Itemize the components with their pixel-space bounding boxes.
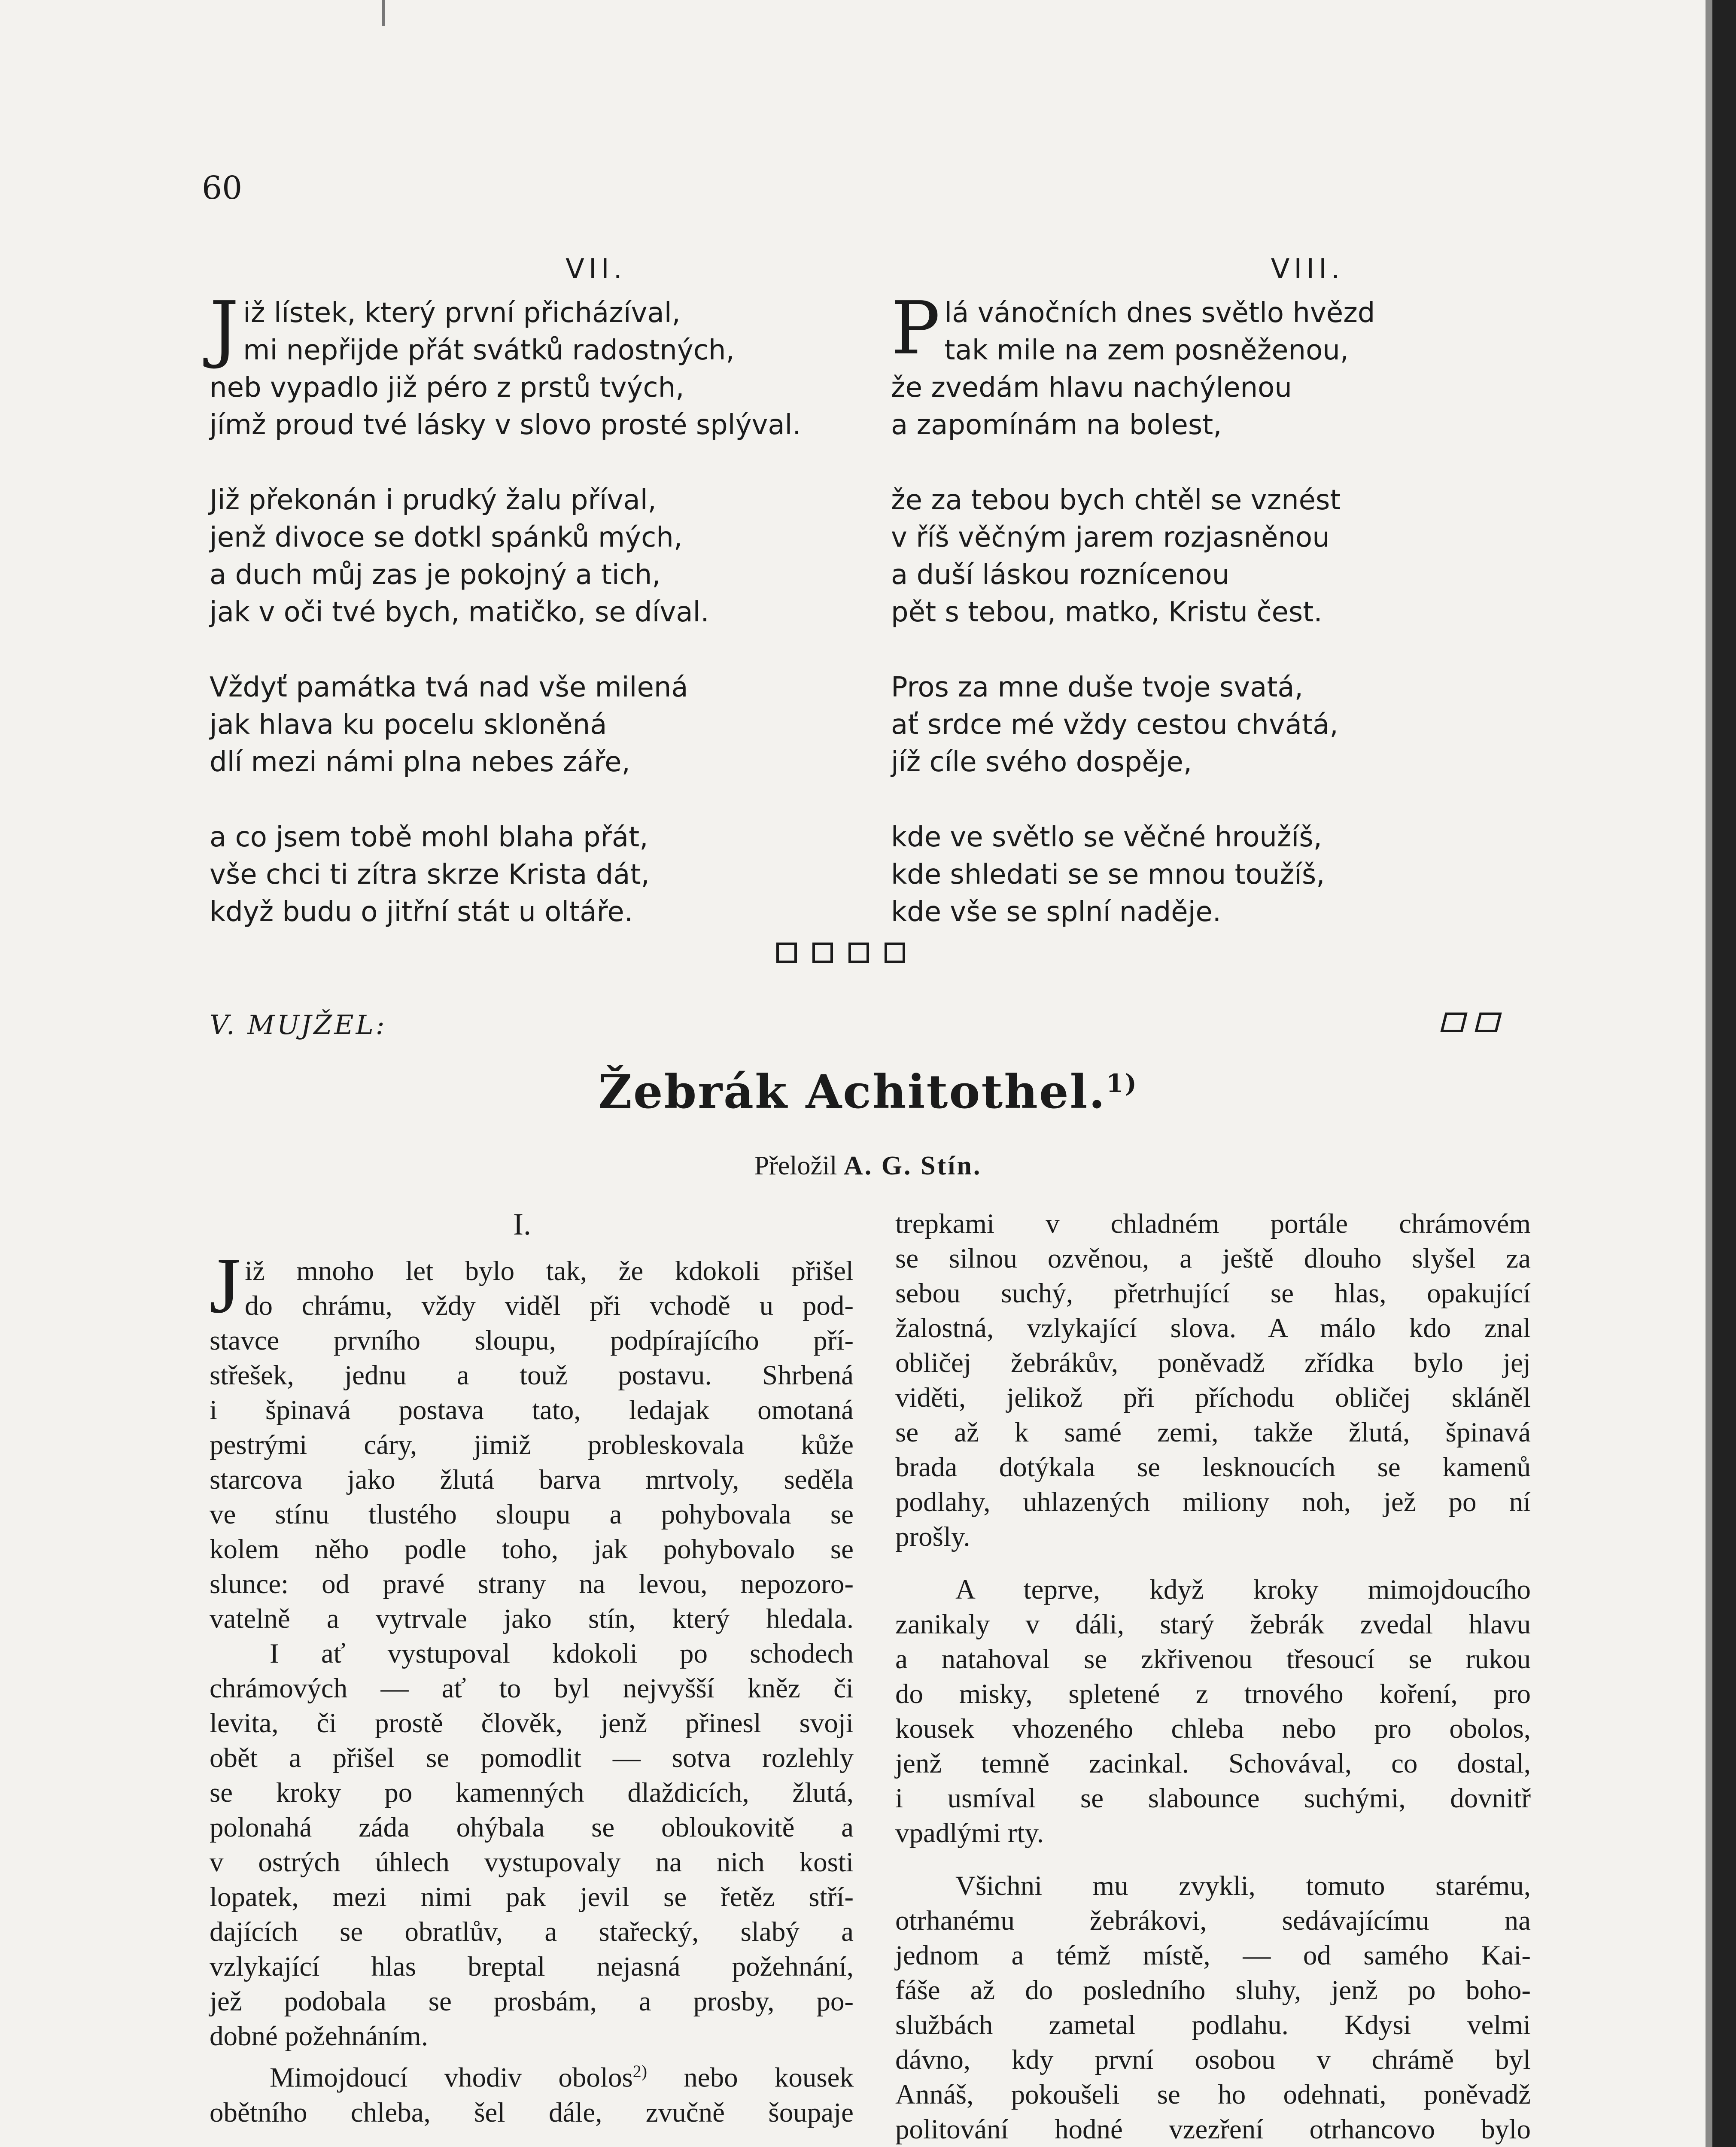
poem-line: že za tebou bych chtěl se vznést — [891, 484, 1341, 516]
prose-line: fáše až do posledního sluhy, jenž po boho- — [895, 1975, 1531, 2006]
prose-line: obličej žebrákův, poněvadž zřídka bylo jej — [895, 1347, 1531, 1378]
poem-viii-initial: P — [891, 286, 940, 371]
ornament-square — [776, 943, 797, 963]
poem-line: když budu o jitřní stát u oltáře. — [210, 896, 633, 928]
paragraph-gap — [895, 1851, 1531, 1869]
poem-line: mi nepřijde přát svátků radostných, — [243, 335, 735, 366]
prose-line: ve stínu tlustého sloupu a pohybovala se — [210, 1499, 854, 1530]
prose-line: podlahy, uhlazených miliony noh, jež po ní — [895, 1487, 1531, 1517]
poem-line: kde vše se splní naděje. — [891, 896, 1222, 928]
poem-line: neb vypadlo již péro z prstů tvých, — [210, 372, 684, 404]
prose-line: I ať vystupoval kdokoli po schodech — [270, 1638, 854, 1669]
prose-line: do chrámu, vždy viděl při vchodě u pod- — [245, 1290, 854, 1321]
prose-line: brada dotýkala se lesknoucích se kamenů — [895, 1452, 1531, 1483]
prose-line: se silnou ozvěnou, a ještě dlouho slyšel za — [895, 1243, 1531, 1274]
prose-line: prošly. — [895, 1521, 970, 1552]
poem-line: Již překonán i prudký žalu příval, — [210, 484, 657, 516]
prose-line: obětního chleba, šel dále, zvučně šoupaje — [210, 2097, 854, 2128]
prose-line: kolem něho podle toho, jak pohybovalo se — [210, 1534, 854, 1565]
prose-line: viděti, jelikož při příchodu obličej skláněl — [895, 1382, 1531, 1413]
prose-line: službách zametal podlahu. Kdysi velmi — [895, 2010, 1531, 2041]
poem-line: a duší láskou roznícenou — [891, 559, 1230, 591]
poem-line: a duch můj zas je pokojný a tich, — [210, 559, 661, 591]
prose-line: lopatek, mezi nimi pak jevil se řetěz stří- — [210, 1882, 854, 1913]
prose-line: zanikaly v dáli, starý žebrák zvedal hlavu — [895, 1609, 1531, 1640]
poem-viii-stanza-1 — [891, 286, 1561, 444]
scan-mark — [382, 0, 385, 26]
poem-line: a zapomínám na bolest, — [891, 409, 1222, 441]
section-separator — [776, 943, 905, 963]
prose-line: jednom a témž místě, — od samého Kai- — [895, 1940, 1531, 1971]
story-title-text: Žebrák Achitothel. — [598, 1065, 1107, 1119]
prose-column-right — [895, 1207, 1531, 2147]
prose-line: a natahoval se zkřivenou třesoucí se rukou — [895, 1644, 1531, 1675]
poem-line: a co jsem tobě mohl blaha přát, — [210, 821, 648, 853]
prose-line: obět a přišel se pomodlit — sotva rozlehly — [210, 1743, 854, 1773]
poem-vii-stanza-4 — [210, 819, 879, 931]
page-number: 60 — [202, 170, 243, 207]
poem-line: že zvedám hlavu nachýlenou — [891, 372, 1292, 404]
poem-line: lá vánočních dnes světlo hvězd — [944, 297, 1375, 329]
prose-line: A teprve, když kroky mimojdoucího — [955, 1574, 1531, 1605]
prose-line: otrhanému žebrákovi, sedávajícímu na — [895, 1905, 1531, 1936]
prose-line: kousek vhozeného chleba nebo pro obolos, — [895, 1713, 1531, 1744]
prose-line: i špinavá postava tato, ledajak omotaná — [210, 1395, 854, 1426]
poem-vii-stanza-1 — [210, 286, 879, 444]
prose-line: iž mnoho let bylo tak, že kdokoli přišel — [245, 1256, 854, 1286]
poem-vii-stanza-2 — [210, 482, 879, 631]
prose-line: i usmíval se slabounce suchými, dovnitř — [895, 1783, 1531, 1814]
prose-line: Všichni mu zvykli, tomuto starému, — [955, 1870, 1531, 1901]
poem-viii-stanza-2 — [891, 482, 1561, 631]
prose-column-left — [210, 1242, 854, 2130]
prose-drop-initial: J — [210, 1242, 240, 1330]
prose-line: se až k samé zemi, takže žlutá, špinavá — [895, 1417, 1531, 1448]
prose-line: žalostná, vzlykající slova. A málo kdo znal — [895, 1313, 1531, 1344]
prose-line: chrámových — ať to byl nejvyšší kněz či — [210, 1673, 854, 1704]
paragraph-gap — [895, 1554, 1531, 1572]
ornament-square — [848, 943, 869, 963]
prose-line — [210, 2054, 854, 2095]
poem-line: kde ve světlo se věčné hroužíš, — [891, 821, 1322, 853]
ornament-square — [885, 943, 905, 963]
poem-line: ať srdce mé vždy cestou chvátá, — [891, 709, 1338, 741]
translator-name: A. G. Stín. — [844, 1151, 982, 1180]
prose-line: střešek, jednu a touž postavu. Shrbená — [210, 1360, 854, 1391]
poem-viii-title: VIII. — [1271, 253, 1344, 285]
author-name: V. MUJŽEL: — [210, 1009, 387, 1040]
translator-credit — [0, 1151, 1736, 1181]
prose-line: slunce: od pravé strany na levou, nepozoro- — [210, 1569, 854, 1600]
prose-line: vzlykající hlas breptal nejasná požehnání, — [210, 1951, 854, 1982]
ornament-parallelogram — [1440, 1013, 1467, 1032]
poem-vii-initial: J — [210, 286, 239, 371]
prose-line: vatelně a vytrvale jako stín, který hledala. — [210, 1603, 854, 1634]
poem-line: jímž proud tvé lásky v slovo prosté splýval. — [210, 409, 801, 441]
poem-viii — [891, 253, 1561, 969]
poem-vii-title: VII. — [565, 253, 626, 285]
title-footnote-mark: 1) — [1106, 1069, 1138, 1098]
poem-line: vše chci ti zítra skrze Krista dát, — [210, 859, 650, 891]
prose-line: do misky, spletené z trnového koření, pro — [895, 1679, 1531, 1709]
prose-line: se kroky po kamenných dlaždicích, žlutá, — [210, 1777, 854, 1808]
poem-viii-stanza-3 — [891, 669, 1561, 781]
ornament-square — [812, 943, 833, 963]
poem-vii — [210, 253, 879, 969]
prose-line: levita, či prostě člověk, jenž přinesl svoji — [210, 1708, 854, 1739]
prose-line: sebou suchý, přetrhující se hlas, opakující — [895, 1278, 1531, 1309]
poem-line: kde shledati se se mnou toužíš, — [891, 859, 1325, 891]
prose-line: jenž temně zacinkal. Schovával, co dostal, — [895, 1748, 1531, 1779]
translator-prefix: Přeložil — [754, 1151, 837, 1180]
poem-line: Vždyť památka tvá nad vše milená — [210, 672, 688, 703]
prose-line: polonahá záda ohýbala se obloukovitě a — [210, 1812, 854, 1843]
poem-line: iž lístek, který první přicházíval, — [243, 297, 681, 329]
prose-line: politování hodné vzezření otrhancovo bylo — [895, 2114, 1531, 2145]
poem-line: v říš věčným jarem rozjasněnou — [891, 522, 1330, 553]
ornament-parallelogram — [1475, 1013, 1502, 1032]
poem-line: Pros za mne duše tvoje svatá, — [891, 672, 1303, 703]
prose-line: dajících se obratlův, a stařecký, slabý a — [210, 1916, 854, 1947]
prose-line: vpadlými rty. — [895, 1818, 1044, 1849]
prose-line: starcova jako žlutá barva mrtvoly, seděla — [210, 1464, 854, 1495]
header-ornament — [1443, 1013, 1499, 1032]
poem-line: jak v oči tvé bych, matičko, se díval. — [210, 596, 709, 628]
prose-line: stavce prvního sloupu, podpírajícího pří- — [210, 1325, 854, 1356]
prose-line: dobné požehnáním. — [210, 2021, 429, 2052]
prose-line: jež podobala se prosbám, a prosby, po- — [210, 1986, 854, 2017]
poem-line: dlí mezi námi plna nebes záře, — [210, 746, 630, 778]
prose-line: pestrými cáry, jimiž probleskovala kůže — [210, 1429, 854, 1460]
poem-vii-stanza-3 — [210, 669, 879, 781]
prose-line: Annáš, pokoušeli se ho odehnati, poněvadž — [895, 2079, 1531, 2110]
prose-text: nebo kousek — [647, 2062, 854, 2093]
poem-viii-stanza-4 — [891, 819, 1561, 931]
footnote-mark: 2) — [632, 2062, 648, 2081]
story-title — [0, 1065, 1736, 1119]
poem-line: jak hlava ku pocelu skloněná — [210, 709, 607, 741]
prose-line: v ostrých úhlech vystupovaly na nich kosti — [210, 1847, 854, 1878]
prose-text: Mimojdoucí vhodiv obolos — [270, 2062, 633, 2093]
prose-line: dávno, kdy první osobou v chrámě byl — [895, 2044, 1531, 2075]
poem-line: pět s tebou, matko, Kristu čest. — [891, 596, 1323, 628]
poem-line: tak mile na zem posněženou, — [944, 335, 1349, 366]
poem-line: jenž divoce se dotkl spánků mých, — [210, 522, 683, 553]
prose-line: trepkami v chladném portále chrámovém — [895, 1208, 1531, 1239]
poem-line: jíž cíle svého dospěje, — [891, 746, 1192, 778]
section-number: I. — [513, 1207, 531, 1241]
